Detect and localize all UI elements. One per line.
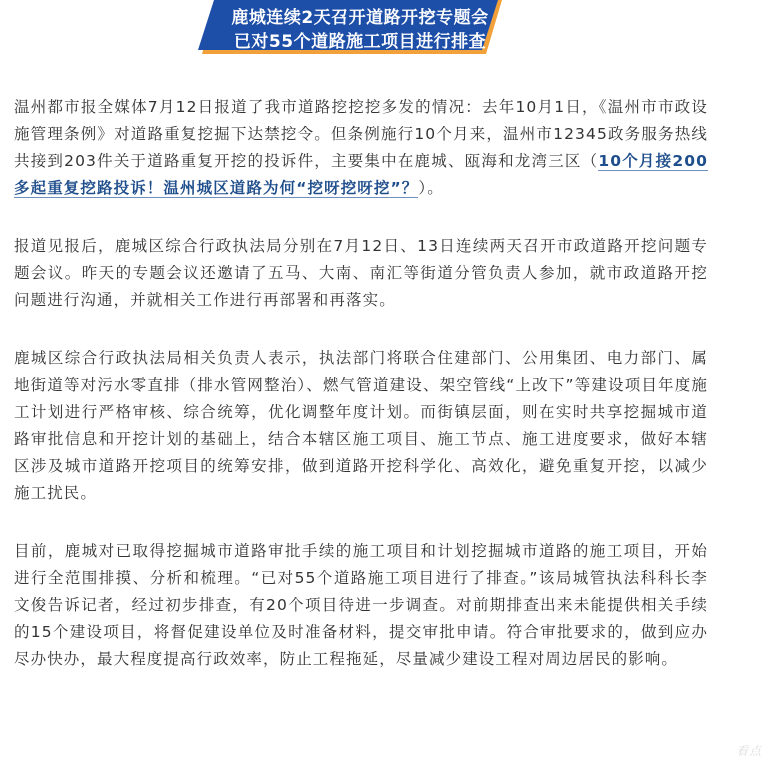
paragraph-3: 鹿城区综合行政执法局相关负责人表示，执法部门将联合住建部门、公用集团、电力部门、属地街道等对污水零直排（排水管网整治）、燃气管道建设、架空管线“上改下”等建设项目年度施工计划进行严格审核、综合统筹，优化调整年度计划。而街镇层面，则在实时共享挖掘城市道路审批信息和开挖计划的基础上，结合本辖区施工项目、施工节点、施工进度要求，做好本辖区涉及城市道路开挖项目的统筹安排，做到道路开挖科学化、高效化，避免重复开挖，以减少施工扰民。 — [14, 349, 708, 502]
watermark: 看点 — [735, 744, 762, 758]
banner-title-line1: 鹿城连续2天召开道路开挖专题会 — [231, 8, 489, 28]
paragraph-4: 目前，鹿城对已取得挖掘城市道路审批手续的施工项目和计划挖掘城市道路的施工项目，开始进行全范围排摸、分析和梳理。“已对55个道路施工项目进行了排查。”该局城管执法科科长李文俊告诉记者，经过初步排查，有20个项目待进一步调查。对前期排查出来未能提供相关手续的15个建设项目，将督促建设单位及时准备材料，提交审批申请。符合审批要求的，做到应办尽办快办，最大程度提高行政效率，防止工程拖延，尽量减少建设工程对周边居民的影响。 — [14, 542, 708, 668]
headline-banner — [196, 0, 524, 56]
banner-title-line2: 已对55个道路施工项目进行排查 — [233, 32, 487, 52]
paragraph-1-text: 温州都市报全媒体7月12日报道了我市道路挖挖挖多发的情况：去年10月1日，《温州市市政设施管理条例》对道路重复挖掘下达禁挖令。但条例施行10个月来，温州市12345政务服务热线共接到203件关于道路重复开挖的投诉件，主要集中在鹿城、瓯海和龙湾三区（ — [14, 98, 708, 170]
paragraph-2: 报道见报后，鹿城区综合行政执法局分别在7月12日、13日连续两天召开市政道路开挖问题专题会议。昨天的专题会议还邀请了五马、大南、南汇等街道分管负责人参加，就市政道路开挖问题进行沟通，并就相关工作进行再部署和再落实。 — [14, 237, 708, 309]
related-article-link[interactable]: 10个月接200多起重复挖路投诉！温州城区道路为何“挖呀挖呀挖”？ — [14, 152, 708, 197]
paragraph-1-end: ）。 — [418, 179, 444, 197]
paragraph-1 — [14, 94, 708, 202]
article-body — [14, 94, 708, 673]
